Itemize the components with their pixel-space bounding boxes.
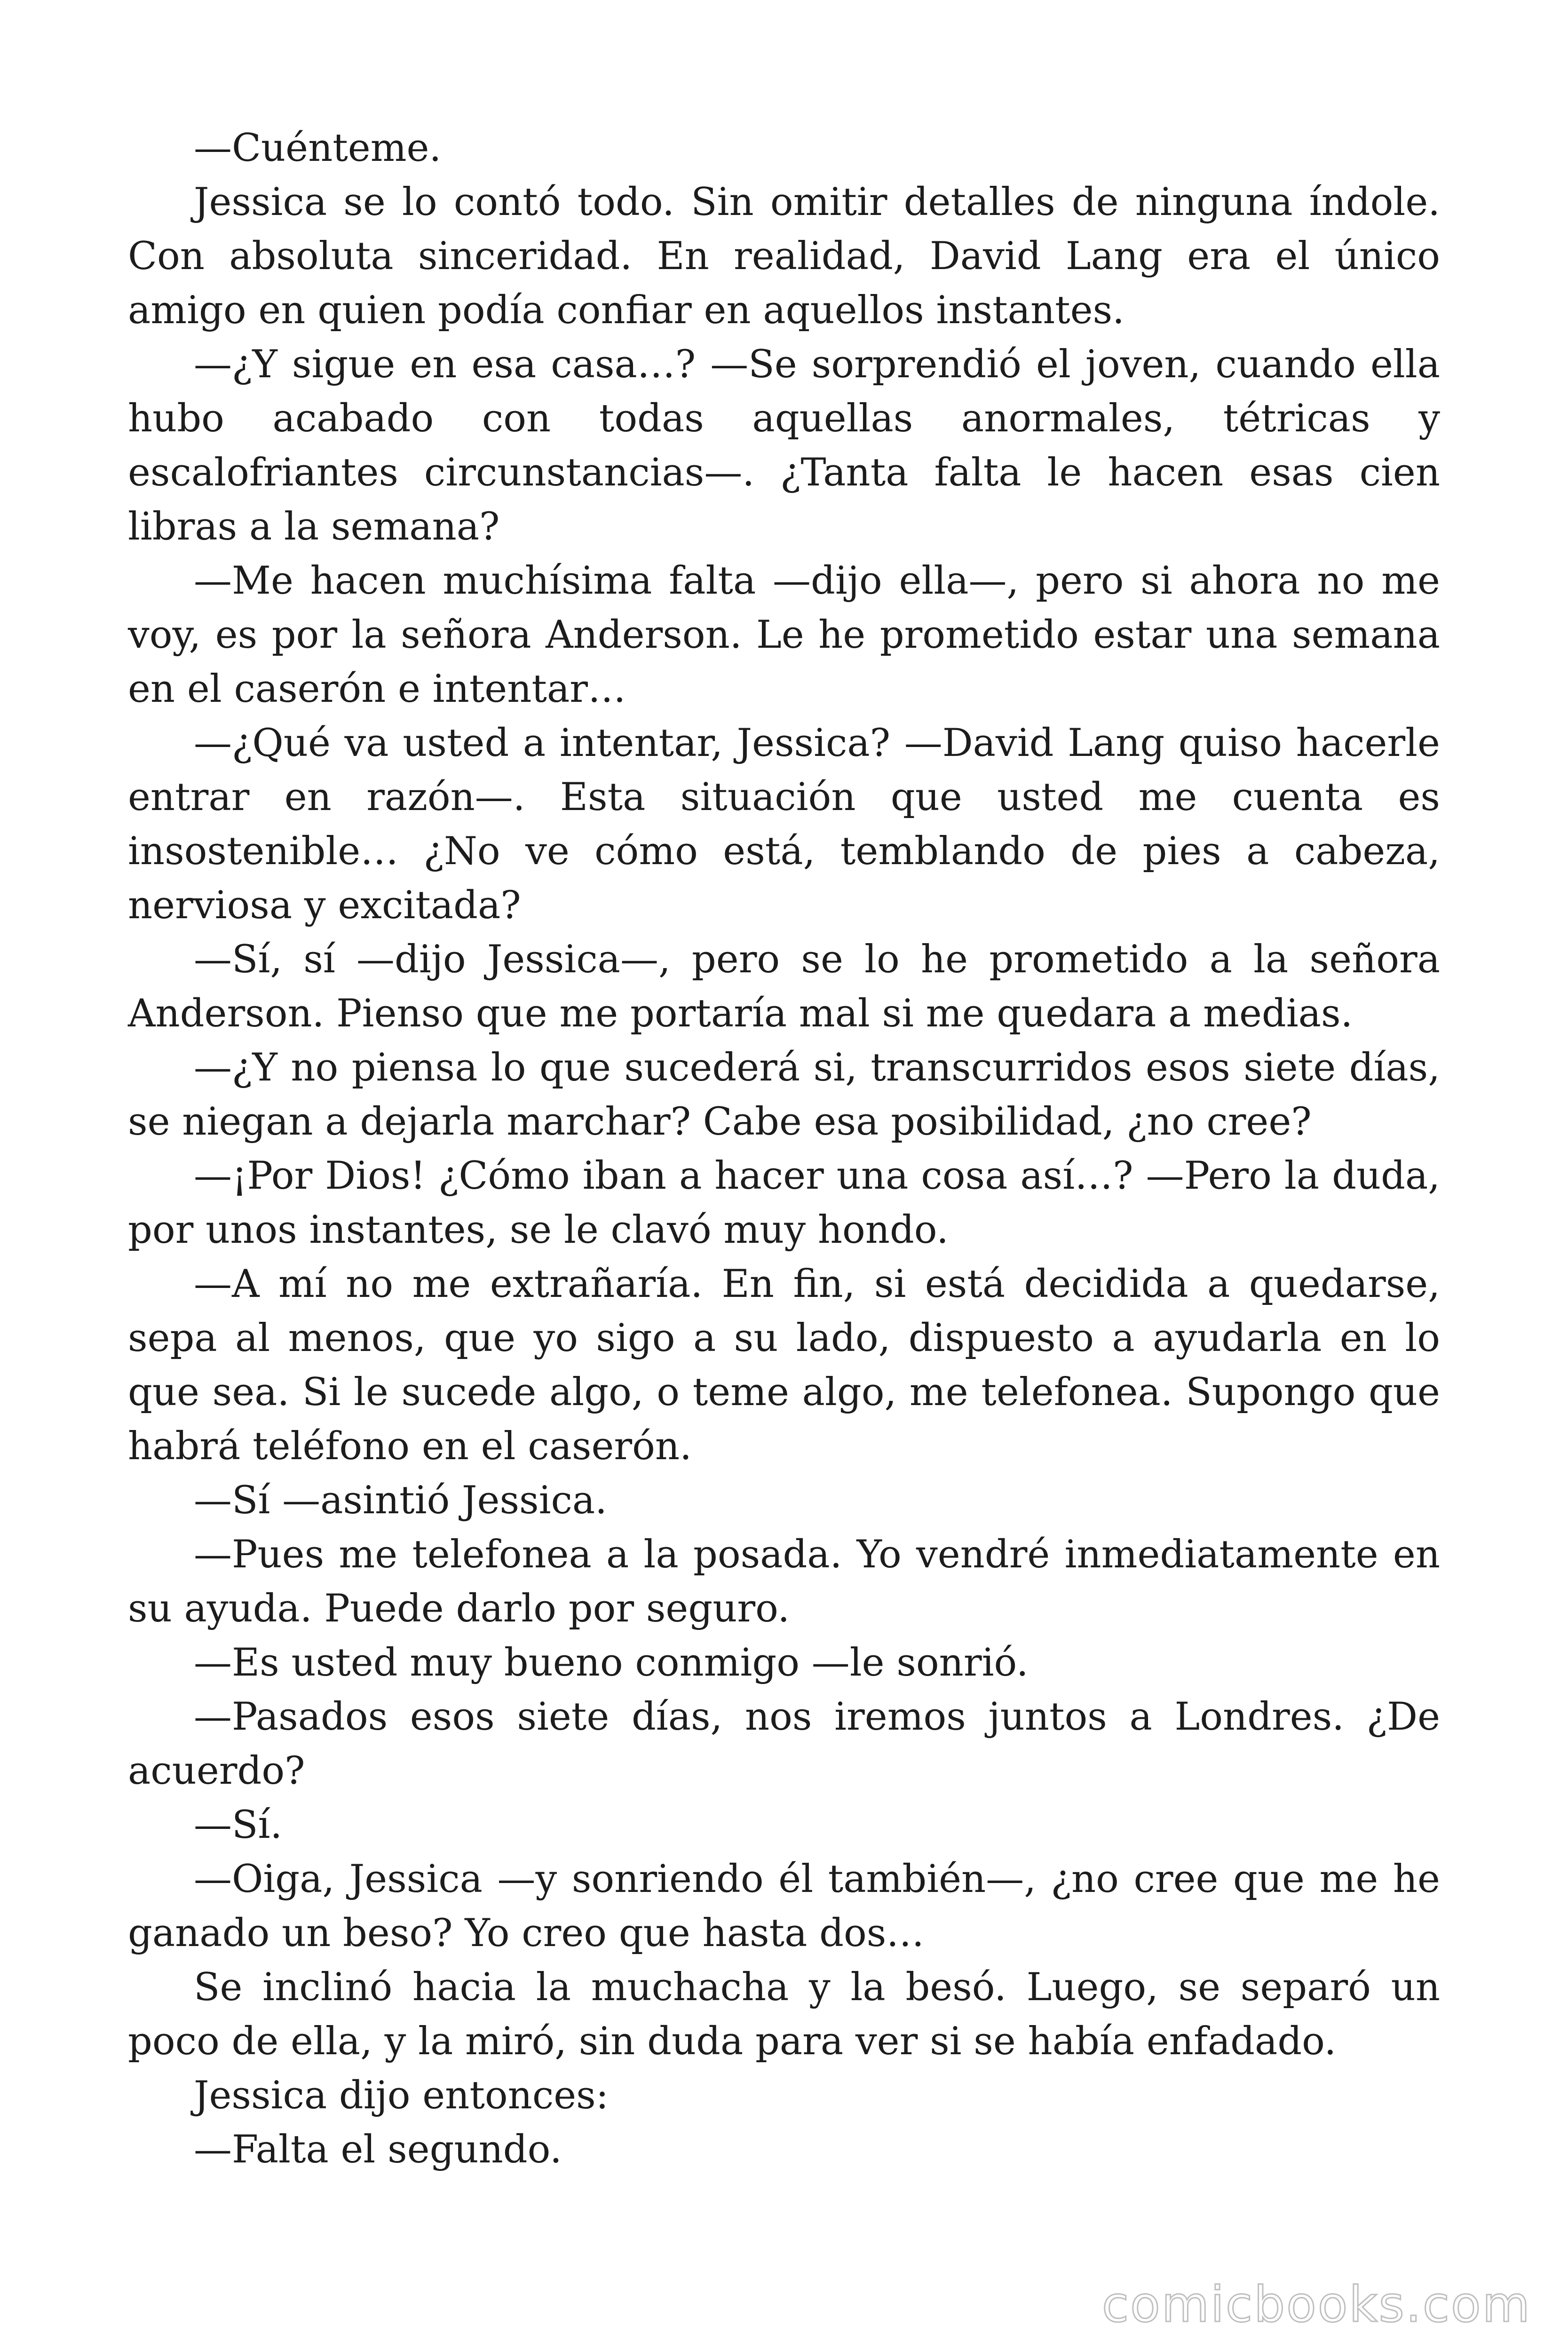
paragraph: Jessica se lo contó todo. Sin omitir detalles de ninguna índole. Con absoluta sinceridad. En realidad, David Lang era el único amigo en quien podía confiar en aquellos instantes.	[128, 180, 1440, 333]
paragraph: —A mí no me extrañaría. En fin, si está decidida a quedarse, sepa al menos, que yo sigo a su lado, dispuesto a ayudarla en lo que sea. Si le sucede algo, o teme algo, me telefonea. Supongo que habrá teléfono en el caserón.	[128, 1262, 1440, 1469]
paragraph: Jessica dijo entonces:	[194, 2074, 609, 2118]
paragraph: —Oiga, Jessica —y sonriendo él también—, ¿no cree que me he ganado un beso? Yo creo que hasta dos…	[128, 1857, 1440, 1955]
body-text	[128, 121, 1440, 2177]
paragraph: —Pues me telefonea a la posada. Yo vendré inmediatamente en su ayuda. Puede darlo por seguro.	[128, 1533, 1440, 1631]
paragraph: —Pasados esos siete días, nos iremos juntos a Londres. ¿De acuerdo?	[128, 1695, 1440, 1793]
paragraph: —¿Y sigue en esa casa…? —Se sorprendió el joven, cuando ella hubo acabado con todas aquellas anormales, tétricas y escalofriantes circunstancias—. ¿Tanta falta le hacen esas cien libras a la semana?	[128, 342, 1440, 549]
paragraph: —Sí —asintió Jessica.	[194, 1478, 607, 1523]
site-watermark: comicbooks.com	[1101, 2276, 1531, 2333]
paragraph: Se inclinó hacia la muchacha y la besó. Luego, se separó un poco de ella, y la miró, sin duda para ver si se había enfadado.	[128, 1965, 1440, 2064]
paragraph: —Es usted muy bueno conmigo —le sonrió.	[194, 1641, 1029, 1685]
paragraph: —Cuénteme.	[194, 126, 442, 170]
paragraph: —¿Y no piensa lo que sucederá si, transcurridos esos siete días, se niegan a dejarla marchar? Cabe esa posibilidad, ¿no cree?	[128, 1046, 1440, 1144]
paragraph: —Falta el segundo.	[194, 2128, 562, 2172]
paragraph: —¡Por Dios! ¿Cómo iban a hacer una cosa así…? —Pero la duda, por unos instantes, se le clavó muy hondo.	[128, 1154, 1440, 1252]
paragraph: —Me hacen muchísima falta —dijo ella—, pero si ahora no me voy, es por la señora Anderson. Le he prometido estar una semana en el caserón e intentar…	[128, 559, 1440, 711]
paragraph: —Sí.	[194, 1803, 283, 1847]
paragraph: —Sí, sí —dijo Jessica—, pero se lo he prometido a la señora Anderson. Pienso que me portaría mal si me quedara a medias.	[128, 938, 1440, 1036]
paragraph: —¿Qué va usted a intentar, Jessica? —David Lang quiso hacerle entrar en razón—. Esta situación que usted me cuenta es insostenible… ¿No ve cómo está, temblando de pies a cabeza, nerviosa y excitada?	[128, 721, 1440, 928]
